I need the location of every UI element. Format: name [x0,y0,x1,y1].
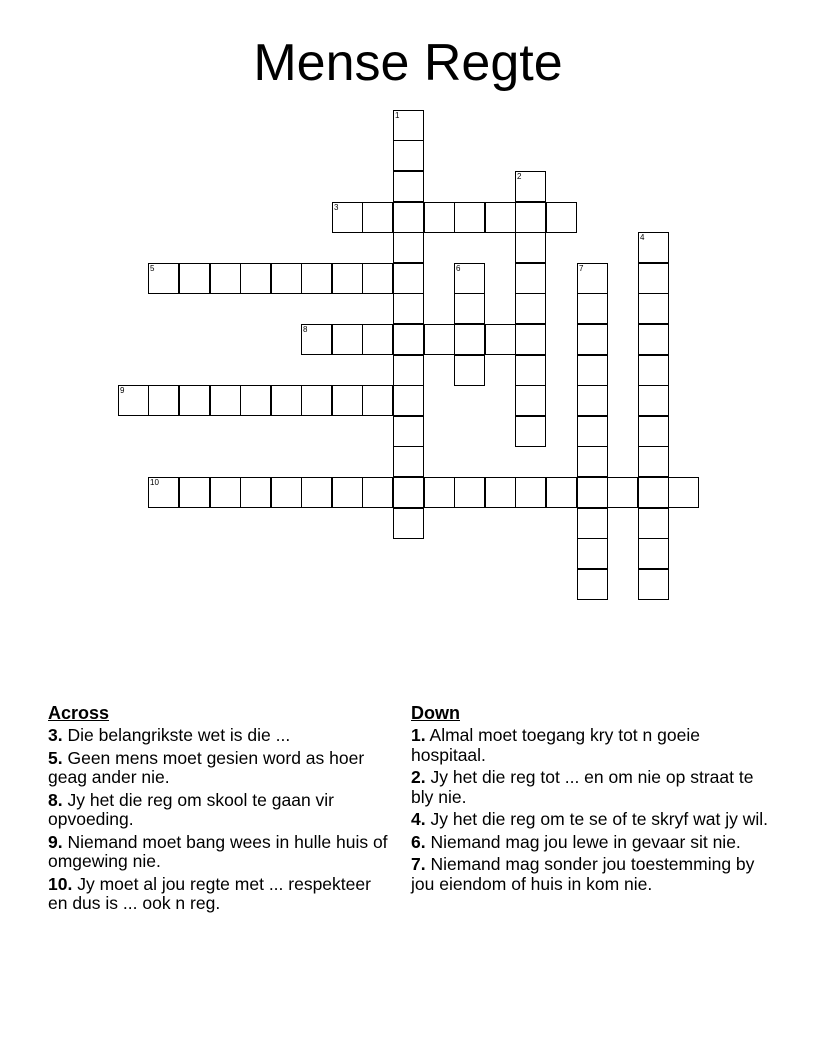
crossword-cell[interactable] [362,324,393,355]
crossword-cell[interactable] [515,263,546,294]
crossword-cell[interactable] [485,324,516,355]
crossword-cell[interactable] [515,171,546,202]
crossword-cell[interactable] [393,385,424,416]
crossword-cell[interactable] [301,385,332,416]
crossword-cell[interactable] [332,324,363,355]
clue-item [48,833,388,872]
crossword-cell[interactable] [210,385,241,416]
crossword-cell[interactable] [638,293,669,324]
crossword-cell[interactable] [148,477,179,508]
crossword-cell[interactable] [546,202,577,233]
clue-item [411,768,771,807]
crossword-cell[interactable] [210,477,241,508]
crossword-cell[interactable] [638,477,669,508]
crossword-cell[interactable] [577,508,608,539]
crossword-cell[interactable] [577,263,608,294]
crossword-cell[interactable] [577,477,608,508]
clue-number: 4. [411,809,426,829]
cell-number: 3 [334,203,339,212]
crossword-cell[interactable] [362,385,393,416]
crossword-cell[interactable] [332,385,363,416]
cell-number: 8 [303,325,308,334]
across-clues [48,702,388,917]
crossword-cell[interactable] [179,385,210,416]
clue-number: 10. [48,873,73,894]
crossword-cell[interactable] [546,477,577,508]
crossword-cell[interactable] [179,263,210,294]
crossword-cell[interactable] [301,477,332,508]
crossword-cell[interactable] [638,446,669,477]
crossword-cell[interactable] [240,385,271,416]
crossword-cell[interactable] [393,263,424,294]
crossword-cell[interactable] [577,293,608,324]
crossword-cell[interactable] [515,232,546,263]
crossword-cell[interactable] [393,293,424,324]
crossword-cell[interactable] [577,446,608,477]
cell-number: 4 [640,233,645,242]
crossword-cell[interactable] [332,263,363,294]
crossword-cell[interactable] [638,385,669,416]
crossword-cell[interactable] [454,293,485,324]
crossword-cell[interactable] [271,477,302,508]
cell-number: 5 [150,264,155,273]
crossword-cell[interactable] [362,263,393,294]
crossword-cell[interactable] [577,416,608,447]
crossword-cell[interactable] [332,202,363,233]
crossword-cell[interactable] [577,385,608,416]
clue-item [411,833,771,853]
cell-number: 6 [456,264,461,273]
across-heading: Across [48,703,110,723]
crossword-cell[interactable] [424,477,455,508]
clue-number: 7. [411,854,426,874]
down-heading: Down [411,703,460,723]
crossword-cell[interactable] [393,324,424,355]
cell-number: 1 [395,111,400,120]
crossword-cell[interactable] [393,171,424,202]
clue-item [411,855,771,894]
crossword-cell[interactable] [515,202,546,233]
crossword-cell[interactable] [454,202,485,233]
clue-text: Jy het die reg tot ... en om nie op straat te bly nie. [411,767,754,807]
cell-number: 7 [579,264,584,273]
crossword-cell[interactable] [148,385,179,416]
crossword-cell[interactable] [515,293,546,324]
crossword-cell[interactable] [515,355,546,386]
clue-text: Jy het die reg om te se of te skryf wat jy wil. [430,809,768,829]
clue-number: 5. [48,747,63,768]
crossword-cell[interactable] [515,324,546,355]
crossword-cell[interactable] [638,355,669,386]
clue-item [48,875,388,914]
crossword-cell[interactable] [271,385,302,416]
clue-text: Jy moet al jou regte met ... respekteer en dus is ... ook n reg. [48,873,371,913]
clue-item [411,810,771,830]
cell-number: 10 [150,478,159,487]
crossword-cell[interactable] [393,232,424,263]
crossword-cell[interactable] [638,324,669,355]
crossword-cell[interactable] [393,140,424,171]
crossword-cell[interactable] [577,538,608,569]
crossword-cell[interactable] [393,202,424,233]
clue-number: 8. [48,789,63,810]
clue-text: Geen mens moet gesien word as hoer geag ander nie. [48,747,365,787]
clue-text: Niemand mag sonder jou toestemming by jou eiendom of huis in kom nie. [411,854,755,894]
crossword-cell[interactable] [301,324,332,355]
crossword-cell[interactable] [240,477,271,508]
crossword-cell[interactable] [240,263,271,294]
crossword-cell[interactable] [668,477,699,508]
crossword-cell[interactable] [577,569,608,600]
crossword-cell[interactable] [454,263,485,294]
crossword-cell[interactable] [638,538,669,569]
crossword-cell[interactable] [515,385,546,416]
crossword-cell[interactable] [393,110,424,141]
crossword-cell[interactable] [393,355,424,386]
crossword-cell[interactable] [638,569,669,600]
clue-item [48,726,388,746]
down-clues [411,702,771,897]
page-title: Mense Regte [253,34,563,92]
crossword-cell[interactable] [638,416,669,447]
clue-number: 9. [48,831,63,852]
crossword-cell[interactable] [607,477,638,508]
clue-number: 3. [48,725,63,745]
crossword-cell[interactable] [210,263,241,294]
crossword-cell[interactable] [393,477,424,508]
crossword-cell[interactable] [485,202,516,233]
clue-number: 1. [411,725,426,745]
crossword-cell[interactable] [454,477,485,508]
crossword-cell[interactable] [424,324,455,355]
clue-text: Niemand mag jou lewe in gevaar sit nie. [430,831,741,852]
clue-number: 6. [411,831,426,852]
crossword-cell[interactable] [515,416,546,447]
crossword-cell[interactable] [393,508,424,539]
crossword-cell[interactable] [577,355,608,386]
crossword-cell[interactable] [485,477,516,508]
crossword-cell[interactable] [393,446,424,477]
cell-number: 9 [120,386,125,395]
crossword-cell[interactable] [454,324,485,355]
crossword-cell[interactable] [179,477,210,508]
crossword-cell[interactable] [271,263,302,294]
clue-text: Niemand moet bang wees in hulle huis of omgewing nie. [48,831,388,871]
crossword-cell[interactable] [577,324,608,355]
crossword-cell[interactable] [454,355,485,386]
clue-text: Die belangrikste wet is die ... [67,725,291,745]
clue-text: Jy het die reg om skool te gaan vir opvoeding. [48,789,335,829]
clue-number: 2. [411,767,426,787]
crossword-cell[interactable] [332,477,363,508]
crossword-cell[interactable] [515,477,546,508]
crossword-cell[interactable] [424,202,455,233]
crossword-cell[interactable] [118,385,149,416]
crossword-cell[interactable] [393,416,424,447]
crossword-cell[interactable] [301,263,332,294]
crossword-cell[interactable] [638,232,669,263]
clue-item [48,791,388,830]
clue-item [411,726,771,765]
clue-item [48,749,388,788]
crossword-cell[interactable] [362,477,393,508]
cell-number: 2 [517,172,522,181]
crossword-cell[interactable] [362,202,393,233]
crossword-cell[interactable] [638,263,669,294]
crossword-cell[interactable] [638,508,669,539]
crossword-cell[interactable] [148,263,179,294]
clue-text: Almal moet toegang kry tot n goeie hospitaal. [411,725,700,765]
